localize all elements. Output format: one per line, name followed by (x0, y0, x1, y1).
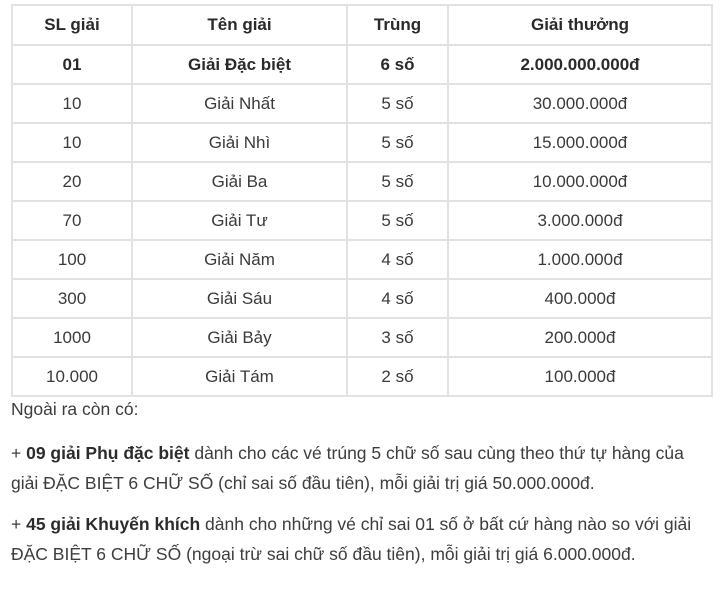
cell-quantity: 10 (12, 84, 132, 123)
table-row (12, 279, 712, 318)
cell-match: 5 số (347, 201, 448, 240)
cell-prize-name: Giải Ba (132, 162, 347, 201)
table-row (12, 84, 712, 123)
cell-quantity: 10.000 (12, 357, 132, 396)
table-row (12, 318, 712, 357)
note-bold-lead: 09 giải Phụ đặc biệt (26, 443, 190, 463)
cell-prize-name: Giải Tám (132, 357, 347, 396)
note-consolation-prize (11, 509, 711, 569)
column-header-prize-name: Tên giải (132, 5, 347, 45)
notes-intro: Ngoài ra còn có: (11, 399, 139, 419)
cell-prize-name: Giải Năm (132, 240, 347, 279)
table-header-row (12, 5, 712, 45)
cell-match: 5 số (347, 123, 448, 162)
column-header-prize-value: Giải thưởng (448, 5, 712, 45)
column-header-quantity: SL giải (12, 5, 132, 45)
cell-prize-value: 100.000đ (448, 357, 712, 396)
cell-match: 5 số (347, 162, 448, 201)
cell-quantity: 20 (12, 162, 132, 201)
cell-prize-name: Giải Tư (132, 201, 347, 240)
cell-prize-value: 15.000.000đ (448, 123, 712, 162)
cell-match: 4 số (347, 240, 448, 279)
table-row (12, 240, 712, 279)
cell-prize-value: 400.000đ (448, 279, 712, 318)
table-row-special-prize (12, 45, 712, 84)
cell-quantity: 70 (12, 201, 132, 240)
cell-prize-value: 3.000.000đ (448, 201, 712, 240)
cell-match: 6 số (347, 45, 448, 84)
cell-quantity: 10 (12, 123, 132, 162)
cell-match: 4 số (347, 279, 448, 318)
table-row (12, 201, 712, 240)
cell-prize-name: Giải Nhất (132, 84, 347, 123)
note-special-sub-prize (11, 438, 711, 498)
cell-quantity: 100 (12, 240, 132, 279)
cell-prize-value: 30.000.000đ (448, 84, 712, 123)
table-row (12, 123, 712, 162)
cell-prize-value: 10.000.000đ (448, 162, 712, 201)
cell-quantity: 01 (12, 45, 132, 84)
prize-table (11, 4, 713, 397)
table-row (12, 357, 712, 396)
cell-prize-value: 200.000đ (448, 318, 712, 357)
note-prefix: + (11, 443, 27, 463)
cell-prize-name: Giải Nhì (132, 123, 347, 162)
cell-quantity: 300 (12, 279, 132, 318)
cell-match: 3 số (347, 318, 448, 357)
cell-prize-value: 2.000.000.000đ (448, 45, 712, 84)
cell-match: 5 số (347, 84, 448, 123)
note-prefix: + (11, 514, 27, 534)
cell-prize-name: Giải Đặc biệt (132, 45, 347, 84)
additional-notes (11, 397, 711, 569)
note-body-text: dành cho những vé chỉ sai 01 số ở bất cứ hàng nào so với giải ĐẶC BIỆT 6 CHỮ SỐ (ngoại trừ sai chữ số đầu tiên), mỗi giải trị giá 6.000.000đ. (11, 514, 692, 564)
note-bold-lead: 45 giải Khuyến khích (26, 514, 201, 534)
cell-quantity: 1000 (12, 318, 132, 357)
cell-prize-name: Giải Bảy (132, 318, 347, 357)
table-row (12, 162, 712, 201)
note-body-text: dành cho các vé trúng 5 chữ số sau cùng theo thứ tự hàng của giải ĐẶC BIỆT 6 CHỮ SỐ (chỉ sai số đầu tiên), mỗi giải trị giá 50.000.000đ. (11, 443, 684, 493)
cell-match: 2 số (347, 357, 448, 396)
cell-prize-name: Giải Sáu (132, 279, 347, 318)
column-header-match: Trùng (347, 5, 448, 45)
cell-prize-value: 1.000.000đ (448, 240, 712, 279)
